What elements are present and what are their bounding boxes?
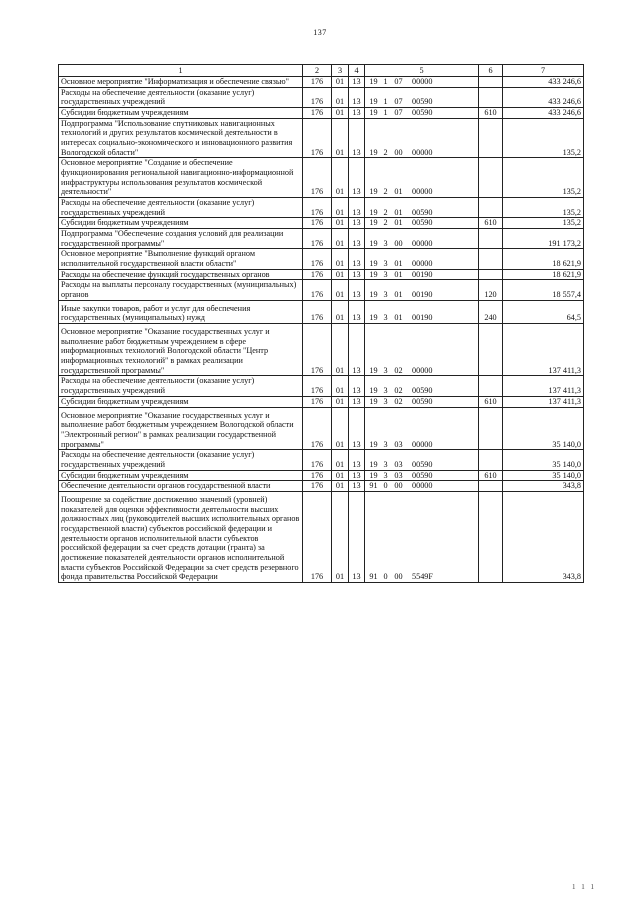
row-target-article bbox=[365, 249, 479, 269]
target-article-part: 3 bbox=[383, 313, 388, 323]
target-article-part: 00590 bbox=[412, 459, 433, 469]
row-amount: 137 411,3 bbox=[503, 324, 584, 376]
row-description bbox=[59, 324, 303, 376]
row-expense-type: 240 bbox=[479, 300, 503, 323]
row-amount: 135,2 bbox=[503, 198, 584, 218]
target-article-part: 19 bbox=[369, 97, 378, 107]
row-description-text: Расходы на обеспечение деятельности (оказание услуг) государственных учреждений bbox=[61, 198, 255, 217]
table-row bbox=[59, 491, 584, 582]
row-subsection: 13 bbox=[349, 77, 365, 88]
row-amount: 343,8 bbox=[503, 491, 584, 582]
row-description bbox=[59, 407, 303, 450]
target-article-part: 00 bbox=[394, 238, 403, 248]
row-description bbox=[59, 77, 303, 88]
row-expense-type: 610 bbox=[479, 218, 503, 229]
row-expense-type bbox=[479, 269, 503, 280]
row-description-text: Подпрограмма "Использование спутниковых навигационных технологий и других результатов космической деятельности в интересах социально-экономического и инновационного развития Вологодской области" bbox=[61, 118, 293, 157]
row-description bbox=[59, 491, 303, 582]
target-article-part: 3 bbox=[383, 386, 388, 396]
row-description-text: Субсидии бюджетным учреждениям bbox=[61, 218, 189, 228]
target-article-part: 00000 bbox=[412, 259, 433, 269]
row-expense-type bbox=[479, 481, 503, 492]
row-subsection: 13 bbox=[349, 396, 365, 407]
row-description-text: Поощрение за содействие достижению значений (уровней) показателей для оценки эффективности деятельности высших должностных лиц (руководителей высших исполнительных органов государственной власти) субъектов российской федерации и деятельности органов исполнительной власти субъектов российской федерации за счет средств дотации (гранта) за достижение показателей деятельности органов исполнительной власти субъектов Российской Федерации за счет средств резервного фонда правительства Российской Федерации bbox=[61, 494, 300, 582]
row-section: 01 bbox=[332, 481, 349, 492]
row-amount: 18 621,9 bbox=[503, 249, 584, 269]
target-article-part: 19 bbox=[369, 386, 378, 396]
row-target-article bbox=[365, 158, 479, 198]
table-row bbox=[59, 269, 584, 280]
row-grbs: 176 bbox=[303, 470, 332, 481]
row-section: 01 bbox=[332, 450, 349, 470]
row-expense-type bbox=[479, 376, 503, 396]
row-target-article bbox=[365, 300, 479, 323]
row-expense-type bbox=[479, 249, 503, 269]
row-grbs: 176 bbox=[303, 87, 332, 107]
row-grbs: 176 bbox=[303, 198, 332, 218]
row-section: 01 bbox=[332, 491, 349, 582]
target-article-part: 01 bbox=[394, 259, 403, 269]
target-article-part: 00000 bbox=[412, 439, 433, 449]
row-expense-type: 610 bbox=[479, 396, 503, 407]
row-expense-type bbox=[479, 77, 503, 88]
row-subsection: 13 bbox=[349, 481, 365, 492]
row-subsection: 13 bbox=[349, 108, 365, 119]
target-article-part: 01 bbox=[394, 218, 403, 228]
target-article-part: 00590 bbox=[412, 386, 433, 396]
row-description bbox=[59, 108, 303, 119]
target-article-part: 19 bbox=[369, 269, 378, 279]
row-section: 01 bbox=[332, 376, 349, 396]
row-amount: 343,8 bbox=[503, 481, 584, 492]
row-grbs: 176 bbox=[303, 481, 332, 492]
row-description bbox=[59, 470, 303, 481]
target-article-part: 2 bbox=[383, 218, 388, 228]
row-grbs: 176 bbox=[303, 218, 332, 229]
target-article-part: 00 bbox=[394, 147, 403, 157]
target-article-part: 2 bbox=[383, 147, 388, 157]
row-target-article bbox=[365, 108, 479, 119]
target-article-part: 3 bbox=[383, 238, 388, 248]
row-grbs: 176 bbox=[303, 229, 332, 249]
target-article-part: 19 bbox=[369, 207, 378, 217]
target-article-part: 1 bbox=[383, 97, 388, 107]
header-cell-target-article: 5 bbox=[365, 65, 479, 77]
target-article-part: 01 bbox=[394, 290, 403, 300]
row-grbs: 176 bbox=[303, 269, 332, 280]
row-amount: 35 140,0 bbox=[503, 450, 584, 470]
row-subsection: 13 bbox=[349, 118, 365, 158]
target-article-part: 00590 bbox=[412, 108, 433, 118]
row-target-article bbox=[365, 324, 479, 376]
row-section: 01 bbox=[332, 280, 349, 300]
table-row bbox=[59, 118, 584, 158]
row-grbs: 176 bbox=[303, 450, 332, 470]
row-amount: 137 411,3 bbox=[503, 376, 584, 396]
table-row bbox=[59, 87, 584, 107]
target-article-part: 03 bbox=[394, 439, 403, 449]
target-article-part: 00000 bbox=[412, 481, 433, 491]
target-article-part: 00590 bbox=[412, 396, 433, 406]
table-row bbox=[59, 407, 584, 450]
row-description bbox=[59, 218, 303, 229]
row-expense-type bbox=[479, 491, 503, 582]
row-description-text: Субсидии бюджетным учреждениям bbox=[61, 396, 189, 406]
target-article-part: 00190 bbox=[412, 290, 433, 300]
table-row bbox=[59, 249, 584, 269]
target-article-part: 03 bbox=[394, 470, 403, 480]
row-subsection: 13 bbox=[349, 300, 365, 323]
row-target-article bbox=[365, 229, 479, 249]
target-article-part: 07 bbox=[394, 77, 403, 86]
row-subsection: 13 bbox=[349, 450, 365, 470]
target-article-part: 00590 bbox=[412, 470, 433, 480]
target-article-part: 3 bbox=[383, 290, 388, 300]
row-target-article bbox=[365, 481, 479, 492]
header-cell-grbs: 2 bbox=[303, 65, 332, 77]
row-description-text: Обеспечение деятельности органов государственной власти bbox=[61, 481, 271, 491]
target-article-part: 19 bbox=[369, 365, 378, 375]
row-section: 01 bbox=[332, 158, 349, 198]
row-grbs: 176 bbox=[303, 491, 332, 582]
target-article-part: 00000 bbox=[412, 77, 433, 86]
target-article-part: 19 bbox=[369, 396, 378, 406]
table-row bbox=[59, 218, 584, 229]
row-grbs: 176 bbox=[303, 280, 332, 300]
row-grbs: 176 bbox=[303, 77, 332, 88]
target-article-part: 3 bbox=[383, 470, 388, 480]
row-expense-type bbox=[479, 118, 503, 158]
row-section: 01 bbox=[332, 198, 349, 218]
table-row bbox=[59, 470, 584, 481]
row-section: 01 bbox=[332, 87, 349, 107]
row-amount: 137 411,3 bbox=[503, 396, 584, 407]
target-article-part: 19 bbox=[369, 238, 378, 248]
row-subsection: 13 bbox=[349, 376, 365, 396]
budget-table bbox=[58, 64, 584, 583]
target-article-part: 00590 bbox=[412, 207, 433, 217]
row-description-text: Расходы на обеспечение деятельности (оказание услуг) государственных учреждений bbox=[61, 87, 255, 107]
target-article-part: 03 bbox=[394, 459, 403, 469]
row-description-text: Иные закупки товаров, работ и услуг для обеспечения государственных (муниципальных) нужд bbox=[61, 303, 251, 323]
row-target-article bbox=[365, 470, 479, 481]
target-article-part: 19 bbox=[369, 147, 378, 157]
row-target-article bbox=[365, 450, 479, 470]
target-article-part: 2 bbox=[383, 187, 388, 197]
row-section: 01 bbox=[332, 108, 349, 119]
row-section: 01 bbox=[332, 249, 349, 269]
table-row bbox=[59, 77, 584, 88]
row-description-text: Расходы на обеспечение деятельности (оказание услуг) государственных учреждений bbox=[61, 376, 255, 396]
row-grbs: 176 bbox=[303, 324, 332, 376]
target-article-part: 00000 bbox=[412, 238, 433, 248]
target-article-part: 5549F bbox=[412, 572, 433, 582]
row-grbs: 176 bbox=[303, 158, 332, 198]
target-article-part: 19 bbox=[369, 187, 378, 197]
table-row bbox=[59, 280, 584, 300]
target-article-part: 00590 bbox=[412, 218, 433, 228]
row-grbs: 176 bbox=[303, 300, 332, 323]
row-description bbox=[59, 376, 303, 396]
row-amount: 433 246,6 bbox=[503, 87, 584, 107]
row-subsection: 13 bbox=[349, 198, 365, 218]
target-article-part: 3 bbox=[383, 396, 388, 406]
row-target-article bbox=[365, 491, 479, 582]
target-article-part: 0 bbox=[383, 572, 388, 582]
row-grbs: 176 bbox=[303, 249, 332, 269]
row-expense-type bbox=[479, 198, 503, 218]
row-target-article bbox=[365, 280, 479, 300]
row-expense-type bbox=[479, 324, 503, 376]
target-article-part: 19 bbox=[369, 313, 378, 323]
row-subsection: 13 bbox=[349, 87, 365, 107]
table-row bbox=[59, 198, 584, 218]
row-subsection: 13 bbox=[349, 491, 365, 582]
row-description-text: Расходы на выплаты персоналу государственных (муниципальных) органов bbox=[61, 280, 297, 300]
row-description bbox=[59, 249, 303, 269]
row-description bbox=[59, 269, 303, 280]
row-expense-type: 610 bbox=[479, 108, 503, 119]
row-section: 01 bbox=[332, 300, 349, 323]
target-article-part: 3 bbox=[383, 259, 388, 269]
row-section: 01 bbox=[332, 118, 349, 158]
row-grbs: 176 bbox=[303, 108, 332, 119]
row-expense-type bbox=[479, 87, 503, 107]
row-subsection: 13 bbox=[349, 269, 365, 280]
row-section: 01 bbox=[332, 77, 349, 88]
page-number: 137 bbox=[313, 28, 327, 37]
row-subsection: 13 bbox=[349, 249, 365, 269]
footer-mark: 1 1 1 bbox=[572, 883, 596, 891]
target-article-part: 00190 bbox=[412, 269, 433, 279]
row-subsection: 13 bbox=[349, 229, 365, 249]
target-article-part: 00590 bbox=[412, 97, 433, 107]
target-article-part: 0 bbox=[383, 481, 388, 491]
row-target-article bbox=[365, 218, 479, 229]
row-section: 01 bbox=[332, 218, 349, 229]
table-header-row bbox=[59, 65, 584, 77]
row-section: 01 bbox=[332, 407, 349, 450]
row-target-article bbox=[365, 396, 479, 407]
target-article-part: 19 bbox=[369, 290, 378, 300]
target-article-part: 02 bbox=[394, 396, 403, 406]
row-description bbox=[59, 118, 303, 158]
table-row bbox=[59, 324, 584, 376]
target-article-part: 2 bbox=[383, 207, 388, 217]
target-article-part: 02 bbox=[394, 365, 403, 375]
row-amount: 135,2 bbox=[503, 118, 584, 158]
row-description-text: Подпрограмма "Обеспечение создания условий для реализации государственной программы" bbox=[61, 229, 284, 248]
row-description-text: Основное мероприятие "Оказание государственных услуг и выполнение работ бюджетным учреждением в сфере информационных технологий Вологодской области "Центр информационных технологий" в рамках реализации государственной программы" bbox=[61, 327, 270, 375]
row-description bbox=[59, 198, 303, 218]
target-article-part: 3 bbox=[383, 365, 388, 375]
table-row bbox=[59, 396, 584, 407]
row-target-article bbox=[365, 87, 479, 107]
target-article-part: 1 bbox=[383, 77, 388, 86]
row-target-article bbox=[365, 77, 479, 88]
header-cell-description: 1 bbox=[59, 65, 303, 77]
row-description bbox=[59, 229, 303, 249]
target-article-part: 01 bbox=[394, 269, 403, 279]
row-description bbox=[59, 300, 303, 323]
target-article-part: 02 bbox=[394, 386, 403, 396]
target-article-part: 00 bbox=[394, 481, 403, 491]
row-grbs: 176 bbox=[303, 118, 332, 158]
row-amount: 35 140,0 bbox=[503, 407, 584, 450]
row-amount: 18 621,9 bbox=[503, 269, 584, 280]
row-target-article bbox=[365, 198, 479, 218]
row-description bbox=[59, 396, 303, 407]
row-amount: 64,5 bbox=[503, 300, 584, 323]
table-row bbox=[59, 108, 584, 119]
target-article-part: 19 bbox=[369, 439, 378, 449]
row-description bbox=[59, 481, 303, 492]
target-article-part: 00190 bbox=[412, 313, 433, 323]
row-amount: 191 173,2 bbox=[503, 229, 584, 249]
row-section: 01 bbox=[332, 229, 349, 249]
row-section: 01 bbox=[332, 324, 349, 376]
row-expense-type bbox=[479, 450, 503, 470]
header-cell-amount: 7 bbox=[503, 65, 584, 77]
row-amount: 135,2 bbox=[503, 158, 584, 198]
row-target-article bbox=[365, 407, 479, 450]
row-section: 01 bbox=[332, 470, 349, 481]
header-cell-expense-type: 6 bbox=[479, 65, 503, 77]
target-article-part: 19 bbox=[369, 108, 378, 118]
table-row bbox=[59, 158, 584, 198]
row-grbs: 176 bbox=[303, 407, 332, 450]
target-article-part: 19 bbox=[369, 218, 378, 228]
row-target-article bbox=[365, 269, 479, 280]
row-expense-type: 120 bbox=[479, 280, 503, 300]
target-article-part: 07 bbox=[394, 97, 403, 107]
header-cell-section: 3 bbox=[332, 65, 349, 77]
row-amount: 135,2 bbox=[503, 218, 584, 229]
row-description bbox=[59, 87, 303, 107]
row-subsection: 13 bbox=[349, 470, 365, 481]
target-article-part: 19 bbox=[369, 470, 378, 480]
target-article-part: 19 bbox=[369, 259, 378, 269]
target-article-part: 91 bbox=[369, 481, 378, 491]
row-amount: 35 140,0 bbox=[503, 470, 584, 481]
row-subsection: 13 bbox=[349, 280, 365, 300]
table-row bbox=[59, 450, 584, 470]
row-description-text: Основное мероприятие "Оказание государственных услуг и выполнение работ бюджетным учреждением Вологодской области "Электронный регион" в рамках реализации государственной программы" bbox=[61, 410, 294, 449]
row-description bbox=[59, 450, 303, 470]
target-article-part: 00 bbox=[394, 572, 403, 582]
row-amount: 433 246,6 bbox=[503, 77, 584, 88]
target-article-part: 19 bbox=[369, 77, 378, 86]
table-row bbox=[59, 300, 584, 323]
row-expense-type bbox=[479, 229, 503, 249]
row-description bbox=[59, 280, 303, 300]
row-subsection: 13 bbox=[349, 158, 365, 198]
table-row bbox=[59, 376, 584, 396]
target-article-part: 07 bbox=[394, 108, 403, 118]
row-description-text: Субсидии бюджетным учреждениям bbox=[61, 108, 189, 118]
row-description-text: Расходы на обеспечение деятельности (оказание услуг) государственных учреждений bbox=[61, 450, 255, 469]
row-target-article bbox=[365, 376, 479, 396]
row-description bbox=[59, 158, 303, 198]
row-section: 01 bbox=[332, 269, 349, 280]
target-article-part: 3 bbox=[383, 439, 388, 449]
target-article-part: 19 bbox=[369, 459, 378, 469]
table-row bbox=[59, 229, 584, 249]
row-subsection: 13 bbox=[349, 218, 365, 229]
row-description-text: Основное мероприятие "Создание и обеспечение функционирования региональной навигационно-информационной инфраструктуры использования результатов космической деятельности" bbox=[61, 158, 294, 197]
row-subsection: 13 bbox=[349, 324, 365, 376]
target-article-part: 91 bbox=[369, 572, 378, 582]
table-row bbox=[59, 481, 584, 492]
row-description-text: Основное мероприятие "Информатизация и обеспечение связью" bbox=[61, 77, 290, 86]
target-article-part: 3 bbox=[383, 269, 388, 279]
row-expense-type: 610 bbox=[479, 470, 503, 481]
target-article-part: 01 bbox=[394, 313, 403, 323]
row-expense-type bbox=[479, 158, 503, 198]
row-description-text: Субсидии бюджетным учреждениям bbox=[61, 470, 189, 480]
target-article-part: 01 bbox=[394, 187, 403, 197]
header-cell-subsection: 4 bbox=[349, 65, 365, 77]
target-article-part: 00000 bbox=[412, 187, 433, 197]
row-subsection: 13 bbox=[349, 407, 365, 450]
row-amount: 18 557,4 bbox=[503, 280, 584, 300]
row-section: 01 bbox=[332, 396, 349, 407]
row-amount: 433 246,6 bbox=[503, 108, 584, 119]
row-expense-type bbox=[479, 407, 503, 450]
target-article-part: 00000 bbox=[412, 147, 433, 157]
row-grbs: 176 bbox=[303, 376, 332, 396]
row-description-text: Основное мероприятие "Выполнение функций органом исполнительной государственной власти области" bbox=[61, 249, 256, 269]
row-grbs: 176 bbox=[303, 396, 332, 407]
target-article-part: 3 bbox=[383, 459, 388, 469]
target-article-part: 00000 bbox=[412, 365, 433, 375]
row-target-article bbox=[365, 118, 479, 158]
row-description-text: Расходы на обеспечение функций государственных органов bbox=[61, 269, 270, 279]
target-article-part: 01 bbox=[394, 207, 403, 217]
target-article-part: 1 bbox=[383, 108, 388, 118]
